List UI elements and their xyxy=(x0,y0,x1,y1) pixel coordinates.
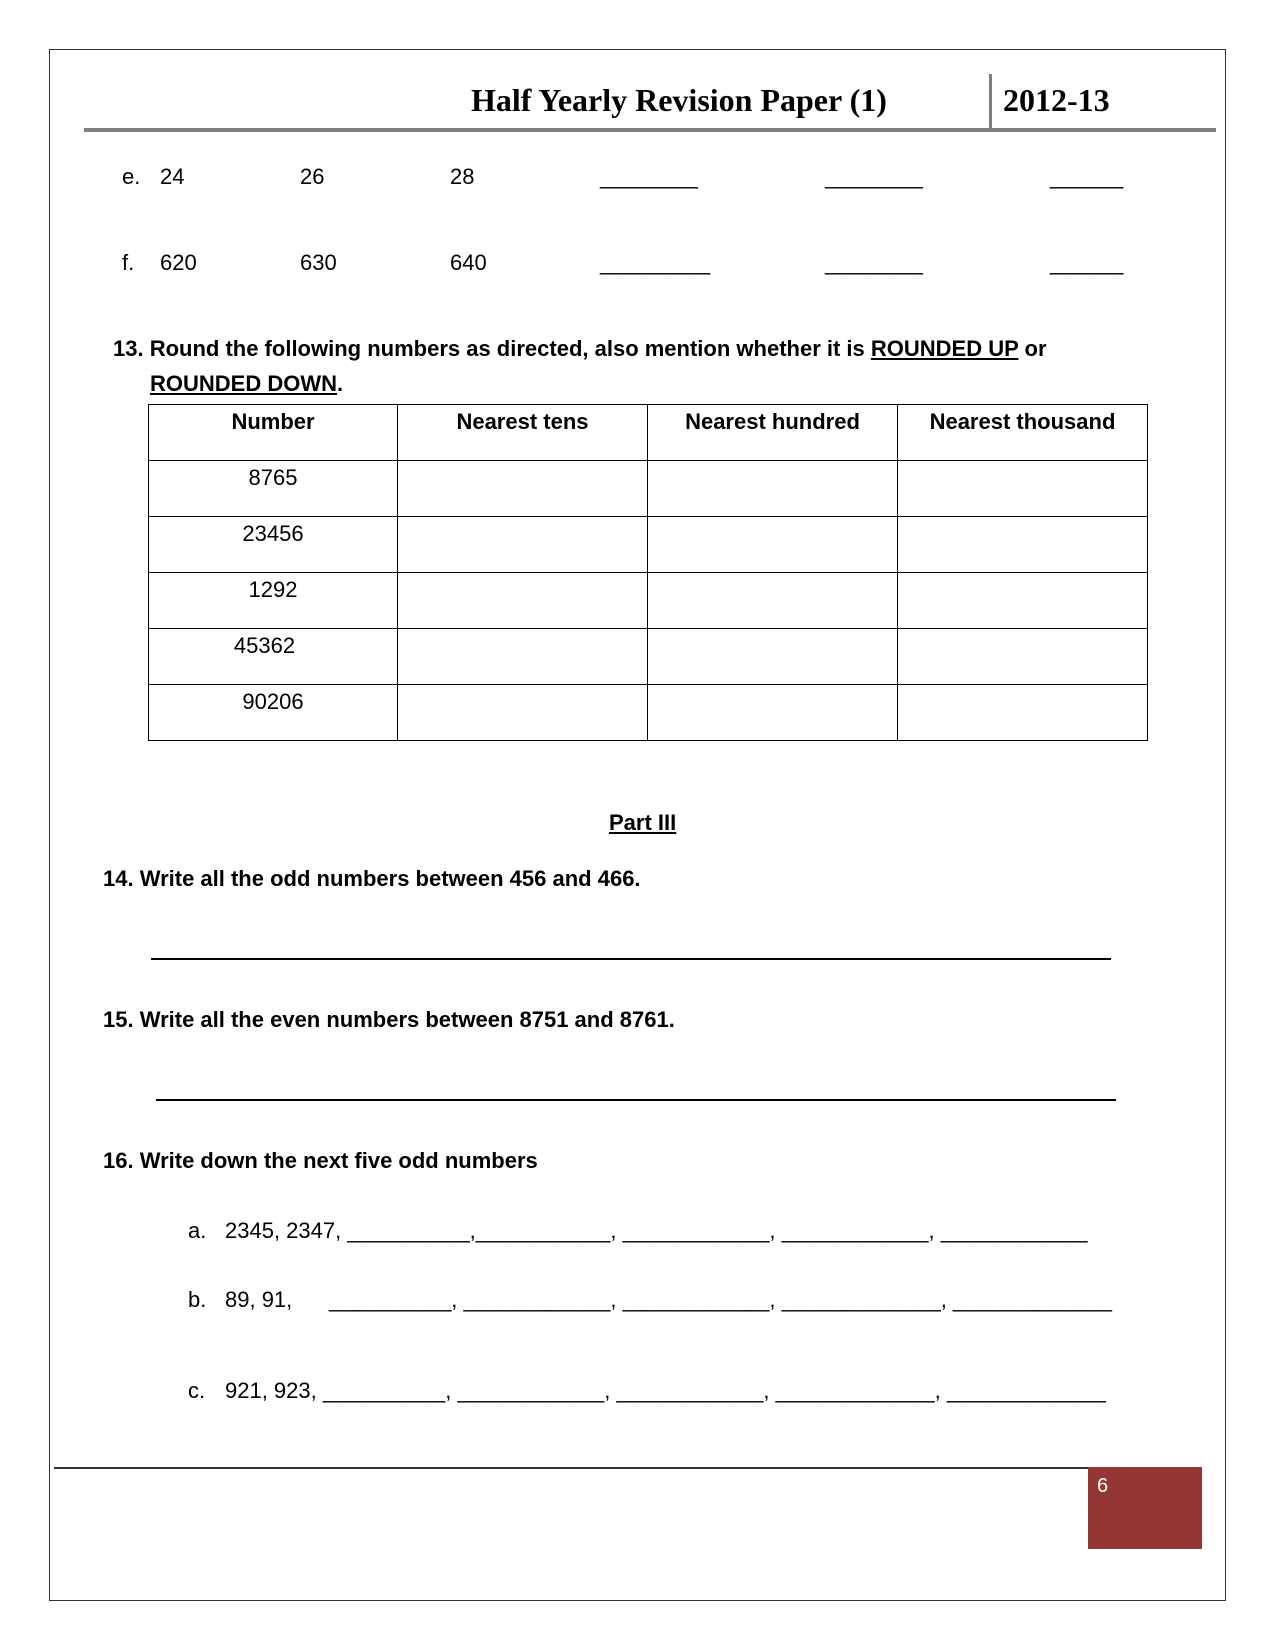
column-header-number: Number xyxy=(149,405,398,461)
sequence-term: 24 xyxy=(160,164,185,189)
answer-cell[interactable] xyxy=(648,517,898,573)
answer-cell[interactable] xyxy=(398,629,648,685)
question-13-text-cont: ROUNDED DOWN. xyxy=(150,371,344,396)
item-label: b. xyxy=(188,1287,207,1312)
answer-cell[interactable] xyxy=(648,685,898,741)
answer-cell[interactable] xyxy=(898,517,1148,573)
answer-cell[interactable] xyxy=(398,573,648,629)
question-13-text: 13. Round the following numbers as directed, also mention whether it is ROUNDED UP or xyxy=(113,336,1047,361)
answer-cell[interactable] xyxy=(648,573,898,629)
table-header-row xyxy=(149,405,1148,461)
sequence-term: 26 xyxy=(300,164,325,189)
table-row xyxy=(149,517,1148,573)
table-row xyxy=(149,685,1148,741)
odd-sequence-b[interactable]: 89, 91, __________, ____________, ____________, _____________, _____________ xyxy=(225,1287,1112,1312)
column-header-tens: Nearest tens xyxy=(398,405,648,461)
header-year: 2012-13 xyxy=(1003,82,1110,118)
answer-blank[interactable]: ________ xyxy=(825,164,923,189)
sequence-term: 640 xyxy=(450,250,487,275)
answer-cell[interactable] xyxy=(398,517,648,573)
sequence-term: 620 xyxy=(160,250,197,275)
answer-blank[interactable]: _________ xyxy=(600,250,711,275)
odd-sequence-a[interactable]: 2345, 2347, __________,___________, ____________, ____________, ____________ xyxy=(225,1218,1088,1243)
sequence-label: f. xyxy=(122,250,135,275)
answer-blank[interactable]: ________ xyxy=(825,250,923,275)
answer-cell[interactable] xyxy=(898,685,1148,741)
sequence-term: 630 xyxy=(300,250,337,275)
page-number: 6 xyxy=(1097,1475,1109,1497)
answer-cell[interactable] xyxy=(398,461,648,517)
table-row xyxy=(149,461,1148,517)
number-cell: 90206 xyxy=(149,685,398,741)
header-rule xyxy=(84,128,1216,132)
answer-line[interactable] xyxy=(151,958,1111,960)
answer-cell[interactable] xyxy=(898,573,1148,629)
question-15-text: 15. Write all the even numbers between 8751 and 8761. xyxy=(103,1007,675,1032)
rounding-table xyxy=(148,404,1148,741)
footer-rule xyxy=(54,1467,1088,1469)
number-cell: 45362 xyxy=(149,629,398,685)
question-16-text: 16. Write down the next five odd numbers xyxy=(103,1148,538,1173)
item-label: a. xyxy=(188,1218,207,1243)
number-cell: 23456 xyxy=(149,517,398,573)
item-label: c. xyxy=(188,1378,206,1403)
answer-cell[interactable] xyxy=(898,629,1148,685)
header-divider xyxy=(989,74,992,130)
answer-cell[interactable] xyxy=(898,461,1148,517)
table-row xyxy=(149,573,1148,629)
column-header-thousand: Nearest thousand xyxy=(898,405,1148,461)
question-14-text: 14. Write all the odd numbers between 456 and 466. xyxy=(103,866,641,891)
table-row xyxy=(149,629,1148,685)
answer-cell[interactable] xyxy=(648,461,898,517)
sequence-label: e. xyxy=(122,164,141,189)
answer-blank[interactable]: ______ xyxy=(1050,250,1124,275)
header-title: Half Yearly Revision Paper (1) xyxy=(471,82,887,118)
odd-sequence-c[interactable]: 921, 923, __________, ____________, ____________, _____________, _____________ xyxy=(225,1378,1106,1403)
answer-cell[interactable] xyxy=(398,685,648,741)
answer-cell[interactable] xyxy=(648,629,898,685)
answer-blank[interactable]: ______ xyxy=(1050,164,1124,189)
number-cell: 1292 xyxy=(149,573,398,629)
sequence-term: 28 xyxy=(450,164,475,189)
column-header-hundred: Nearest hundred xyxy=(648,405,898,461)
answer-line[interactable] xyxy=(156,1099,1116,1101)
part-title: Part III xyxy=(609,810,677,835)
answer-blank[interactable]: ________ xyxy=(600,164,698,189)
number-cell: 8765 xyxy=(149,461,398,517)
